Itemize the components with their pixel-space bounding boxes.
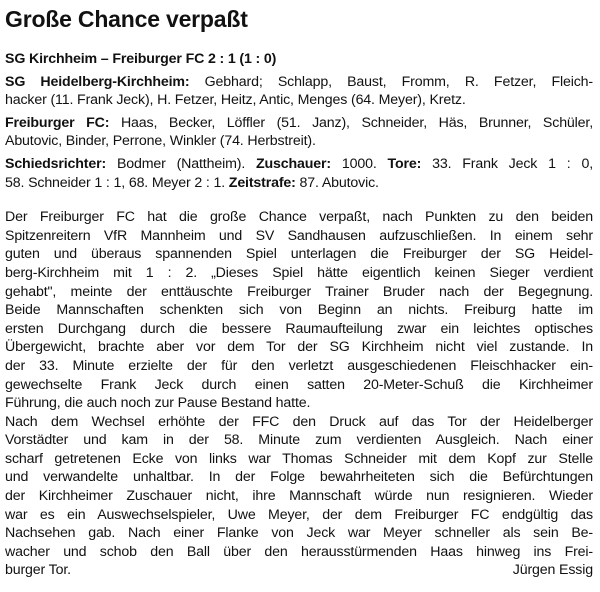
author-byline: Jürgen Essig bbox=[512, 562, 593, 579]
body-line: berg-Kirchheim mit 1 : 2. „Dieses Spiel hätte eigentlich keinen Sieger verdient bbox=[5, 264, 593, 281]
body-line: Spitzenreitern VfR Mannheim und SV Sandhausen aufzuschließen. In einem sehr bbox=[5, 227, 593, 244]
body-line: Beide Mannschaften schenkten sich von Beginn an nichts. Freiburg hatte im bbox=[5, 302, 593, 319]
spectators: 1000. bbox=[331, 155, 388, 172]
lineup-away-label: Freiburger FC: bbox=[5, 114, 110, 131]
body-line: und verwandelte unhaltbar. In der Folge bewahrheiteten sich die Befürchtungen bbox=[5, 469, 593, 486]
body-line: Übergewicht, brachte aber vor dem Tor der SG Kirchheim nicht viel zustande. In bbox=[5, 339, 593, 356]
body-line: wacher und schob den Ball über den herausstürmenden Haas hinweg ins Frei- bbox=[5, 543, 593, 560]
body-line: ersten Durchgang durch die bessere Raumaufteilung zwar ein leichtes optisches bbox=[5, 320, 593, 337]
lineup-away-players-1: Haas, Becker, Löffler (51. Janz), Schneider, Häs, Brunner, Schüler, bbox=[109, 114, 593, 131]
body-line: scharf getretenen Ecke von links war Thomas Schneider mit dem Kopf zur Stelle bbox=[5, 450, 593, 467]
body-line: Vorstädter und kam in der 58. Minute zum verdienten Ausgleich. Nach einer bbox=[5, 432, 593, 449]
lineup-away-line-1 bbox=[5, 114, 593, 133]
match-info-line-2 bbox=[5, 174, 593, 193]
body-line: war es ein Auswechselspieler, Uwe Meyer, der dem Freiburger FC endgültig das bbox=[5, 506, 593, 523]
body-line: Nach dem Wechsel erhöhte der FFC den Druck auf das Tor der Heidelberger bbox=[5, 413, 593, 430]
body-last-line: burger Tor. bbox=[5, 562, 71, 579]
referee-label: Schiedsrichter: bbox=[5, 155, 107, 172]
match-info bbox=[5, 155, 593, 192]
lineup-home bbox=[5, 73, 593, 110]
article bbox=[5, 4, 593, 580]
body-line: der Kirchheimer Zuschauer nicht, ihre Mannschaft würde nun resignieren. Wieder bbox=[5, 488, 593, 505]
body-line: der 33. Minute erzielte der für den verletzt ausgeschiedenen Fleischhacker ein- bbox=[5, 357, 593, 374]
lineup-home-line-1 bbox=[5, 73, 593, 92]
goals-2: 58. Schneider 1 : 1, 68. Meyer 2 : 1. bbox=[5, 174, 229, 191]
article-body bbox=[5, 208, 593, 580]
body-line: Führung, die auch noch zur Pause Bestand hatte. bbox=[5, 395, 311, 412]
match-result: SG Kirchheim – Freiburger FC 2 : 1 (1 : 0) bbox=[5, 51, 277, 67]
referee: Bodmer (Nattheim). bbox=[106, 155, 257, 172]
section-gap bbox=[5, 196, 593, 208]
goals-1: 33. Frank Jeck 1 : 0, bbox=[421, 155, 593, 172]
lineup-away bbox=[5, 114, 593, 151]
spectators-label: Zuschauer: bbox=[256, 155, 331, 172]
penalty: 87. Abutovic. bbox=[295, 174, 379, 191]
body-line: Nachsehen gab. Nach einer Flanke von Jeck war Meyer schneller als sein Be- bbox=[5, 525, 593, 542]
body-line: gewechselte Frank Jeck durch einen satten 20-Meter-Schuß die Kirchheimer bbox=[5, 376, 593, 393]
lineup-home-line-2: hacker (11. Frank Jeck), H. Fetzer, Heitz, Antic, Menges (64. Meyer), Kretz. bbox=[5, 92, 466, 109]
lineup-home-players-1: Gebhard; Schlapp, Baust, Fromm, R. Fetzer, Fleich- bbox=[189, 73, 593, 90]
match-info-line-1 bbox=[5, 155, 593, 174]
goals-label: Tore: bbox=[387, 155, 422, 172]
lineup-home-label: SG Heidelberg-Kirchheim: bbox=[5, 73, 190, 90]
body-line: guten und überaus spannenden Spiel unterlagen die Freiburger der SG Heidel- bbox=[5, 246, 593, 263]
body-line: Der Freiburger FC hat die große Chance verpaßt, nach Punkten zu den beiden bbox=[5, 209, 593, 226]
final-line bbox=[5, 561, 593, 580]
lineup-away-line-2: Abutovic, Binder, Perrone, Winkler (74. Herbstreit). bbox=[5, 133, 316, 150]
headline: Große Chance verpaßt bbox=[5, 6, 248, 32]
penalty-label: Zeitstrafe: bbox=[228, 174, 296, 191]
body-line: gehabt", meinte der enttäuschte Freiburger Trainer Bruder nach der Begegnung. bbox=[5, 283, 593, 300]
